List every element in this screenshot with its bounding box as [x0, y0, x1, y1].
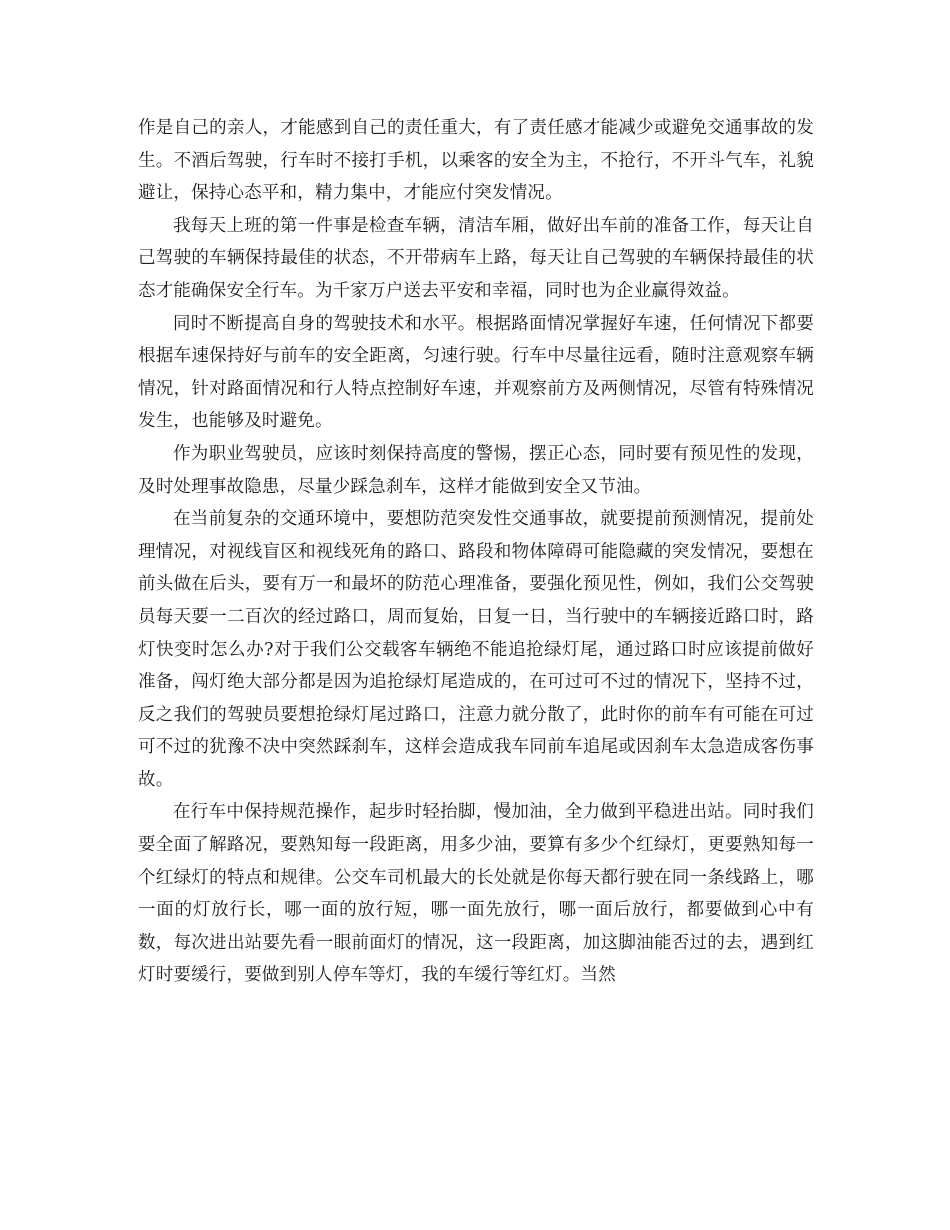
paragraph-2: 我每天上班的第一件事是检查车辆，清洁车厢，做好出车前的准备工作，每天让自己驾驶的车辆保持最佳的状态，不开带病车上路，每天让自己驾驶的车辆保持最佳的状态才能确保安全行车。为千家万户送去平安和幸福，同时也为企业赢得效益。	[138, 215, 814, 301]
paragraph-4: 作为职业驾驶员，应该时刻保持高度的警惕，摆正心态，同时要有预见性的发现，及时处理事故隐患，尽量少踩急刹车，这样才能做到安全又节油。	[138, 443, 814, 497]
paragraph-6: 在行车中保持规范操作，起步时轻抬脚，慢加油，全力做到平稳进出站。同时我们要全面了解路况，要熟知每一段距离，用多少油，要算有多少个红绿灯，更要熟知每一个红绿灯的特点和规律。公交车司机最大的长处就是你每天都行驶在同一条线路上，哪一面的灯放行长，哪一面的放行短，哪一面先放行，哪一面后放行，都要做到心中有数，每次进出站要先看一眼前面灯的情况，这一段距离，加这脚油能否过的去，遇到红灯时要缓行，要做到别人停车等灯，我的车缓行等红灯。当然	[138, 802, 814, 986]
paragraph-5: 在当前复杂的交通环境中，要想防范突发性交通事故，就要提前预测情况，提前处理情况，对视线盲区和视线死角的路口、路段和物体障碍可能隐藏的突发情况，要想在前头做在后头，要有万一和最坏的防范心理准备，要强化预见性，例如，我们公交驾驶员每天要一二百次的经过路口，周而复始，日复一日，当行驶中的车辆接近路口时，路灯快变时怎么办?对于我们公交载客车辆绝不能追抢绿灯尾，通过路口时应该提前做好准备，闯灯绝大部分都是因为追抢绿灯尾造成的，在可过可不过的情况下，坚持不过，反之我们的驾驶员要想抢绿灯尾过路口，注意力就分散了，此时你的前车有可能在可过可不过的犹豫不决中突然踩刹车，这样会造成我车同前车追尾或因刹车太急造成客伤事故。	[138, 509, 814, 790]
paragraph-1: 作是自己的亲人，才能感到自己的责任重大，有了责任感才能减少或避免交通事故的发生。不酒后驾驶，行车时不接打手机，以乘客的安全为主，不抢行，不开斗气车，礼貌避让，保持心态平和，精力集中，才能应付突发情况。	[138, 118, 814, 204]
document-body	[138, 112, 814, 992]
paragraph-3: 同时不断提高自身的驾驶技术和水平。根据路面情况掌握好车速，任何情况下都要根据车速保持好与前车的安全距离，匀速行驶。行车中尽量往远看，随时注意观察车辆情况，针对路面情况和行人特点控制好车速，并观察前方及两侧情况，尽管有特殊情况发生，也能够及时避免。	[138, 313, 814, 432]
